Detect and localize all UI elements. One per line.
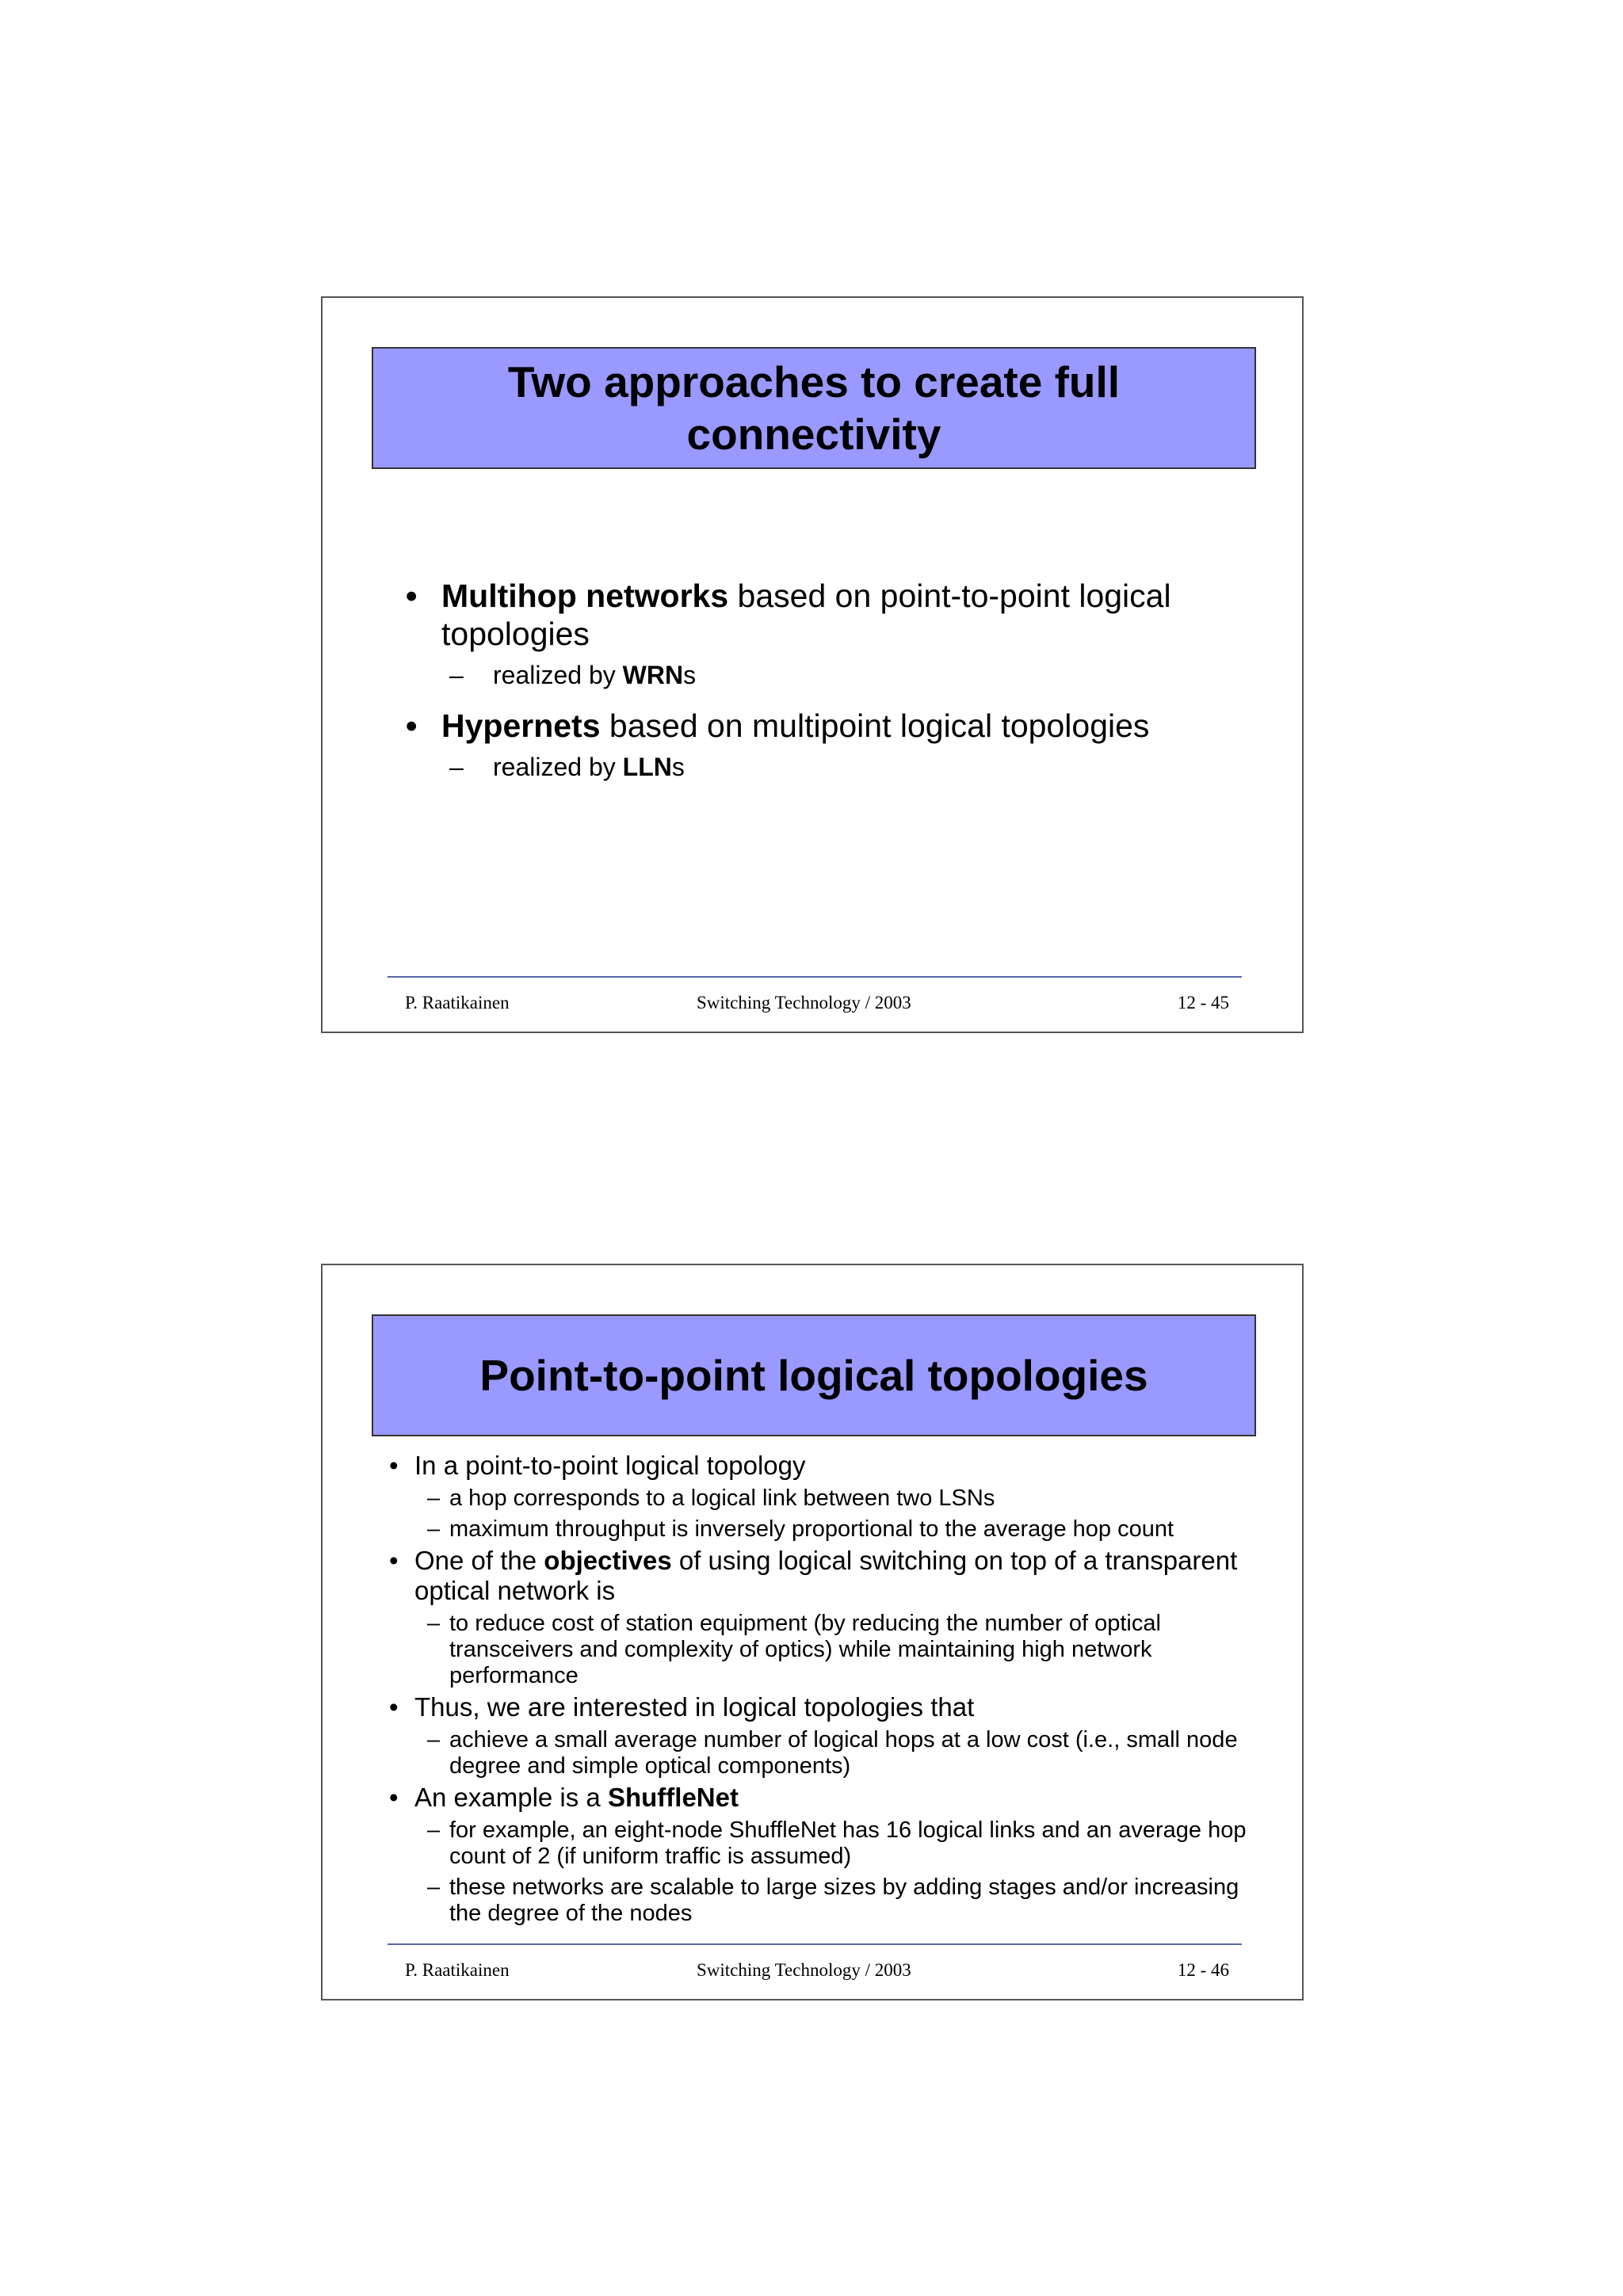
bullet-item: • One of the objectives of using logical switching on top of a transparent optical network is <box>389 1546 1238 1605</box>
dash-icon: – <box>449 753 464 781</box>
dash-icon: – <box>449 661 464 689</box>
sub-bullet-item: – achieve a small average number of logical hops at a low cost (i.e., small node degree and simple optical components) <box>427 1727 1238 1779</box>
sub-bullet-item: – realized by WRNs <box>449 661 697 689</box>
dash-icon: – <box>427 1611 441 1636</box>
footer-page-number: 12 - 45 <box>1177 993 1229 1013</box>
slide-body <box>386 1447 1266 1927</box>
bullet-icon: • <box>389 1451 399 1480</box>
dash-icon: – <box>427 1817 441 1843</box>
slide-title: Two approaches to create full connectivity <box>507 357 1121 459</box>
footer-divider <box>388 1943 1242 1945</box>
bullet-item: • Multihop networks based on point-to-point logical topologies <box>406 578 1171 652</box>
footer-page-number: 12 - 46 <box>1177 1960 1229 1980</box>
footer-author: P. Raatikainen <box>405 1960 510 1980</box>
bullet-item: • An example is a ShuffleNet <box>389 1783 739 1812</box>
sub-bullet-item: – to reduce cost of station equipment (by reducing the number of optical transceivers and complexity of optics) while maintaining high network performance <box>427 1611 1161 1688</box>
sub-bullet-item: – these networks are scalable to large sizes by adding stages and/or increasing the degree of the nodes <box>427 1875 1239 1926</box>
bullet-icon: • <box>389 1692 399 1722</box>
slide-46 <box>321 1264 1304 2000</box>
slide-title-box <box>372 1314 1256 1436</box>
dash-icon: – <box>427 1727 441 1753</box>
dash-icon: – <box>427 1516 441 1542</box>
sub-bullet-item: – a hop corresponds to a logical link between two LSNs <box>427 1486 995 1511</box>
bullet-icon: • <box>389 1546 399 1575</box>
dash-icon: – <box>427 1875 441 1900</box>
bullet-icon: • <box>406 707 418 744</box>
bullet-item: • In a point-to-point logical topology <box>389 1451 806 1480</box>
sub-bullet-item: – for example, an eight-node ShuffleNet has 16 logical links and an average hop count of 2 (if uniform traffic is assumed) <box>427 1817 1247 1869</box>
footer-course: Switching Technology / 2003 <box>697 993 911 1013</box>
bullet-icon: • <box>406 578 418 614</box>
sub-bullet-item: – realized by LLNs <box>449 753 685 781</box>
bullet-item: • Hypernets based on multipoint logical topologies <box>406 707 1150 744</box>
footer-divider <box>388 976 1242 978</box>
slide-title-box <box>372 347 1256 469</box>
slide-45 <box>321 296 1304 1033</box>
bullet-icon: • <box>389 1783 399 1812</box>
slide-body <box>402 577 1242 799</box>
footer-course: Switching Technology / 2003 <box>697 1960 911 1980</box>
slide-title: Point-to-point logical topologies <box>479 1351 1148 1400</box>
dash-icon: – <box>427 1486 441 1511</box>
sub-bullet-item: – maximum throughput is inversely proportional to the average hop count <box>427 1516 1174 1542</box>
footer-author: P. Raatikainen <box>405 993 510 1013</box>
bullet-item: • Thus, we are interested in logical topologies that <box>389 1692 975 1722</box>
